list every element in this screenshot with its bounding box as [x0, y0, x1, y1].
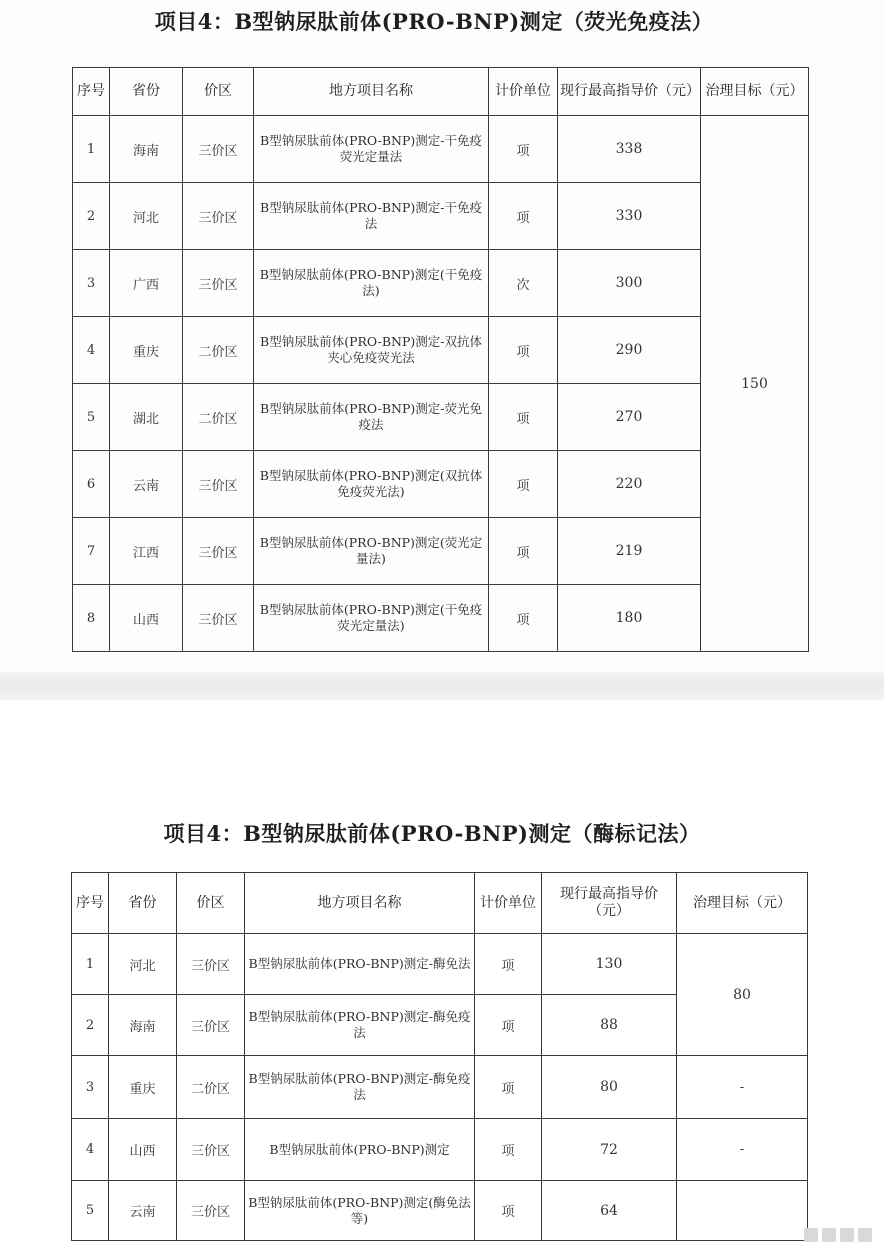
row-unit: 项 [489, 384, 558, 451]
header-zone: 价区 [177, 873, 245, 934]
row-unit: 项 [475, 1056, 542, 1119]
row-zone: 三价区 [183, 250, 254, 317]
row-province: 河北 [109, 934, 177, 995]
row-item-name: B型钠尿肽前体(PRO-BNP)测定(荧光定量法) [254, 518, 489, 585]
row-item-name: B型钠尿肽前体(PRO-BNP)测定-酶免疫法 [245, 1056, 475, 1119]
table-title: 项目4：B型钠尿肽前体(PRO-BNP)测定（荧光免疫法） [154, 9, 714, 34]
row-index: 1 [72, 934, 109, 995]
row-item-name: B型钠尿肽前体(PRO-BNP)测定(干免疫法) [254, 250, 489, 317]
row-item-name: B型钠尿肽前体(PRO-BNP)测定(双抗体免疫荧光法) [254, 451, 489, 518]
table-header-row [73, 68, 809, 116]
table-row [72, 1056, 808, 1119]
row-zone: 三价区 [183, 585, 254, 652]
row-unit: 项 [475, 1119, 542, 1181]
row-index: 2 [73, 183, 110, 250]
header-unit: 计价单位 [489, 68, 558, 116]
table-row [73, 183, 809, 250]
row-zone: 三价区 [183, 116, 254, 183]
table-row [73, 384, 809, 451]
row-province: 云南 [110, 451, 183, 518]
table-row [72, 1119, 808, 1181]
row-target [677, 1181, 808, 1241]
row-unit: 项 [489, 451, 558, 518]
row-unit: 项 [475, 934, 542, 995]
corner-mark-icon [804, 1228, 818, 1242]
row-zone: 二价区 [177, 1056, 245, 1119]
target-value: 150 [701, 116, 809, 652]
price-table-enzyme [71, 872, 808, 1241]
row-index: 3 [73, 250, 110, 317]
table-row [72, 934, 808, 995]
row-index: 8 [73, 585, 110, 652]
row-price: 72 [542, 1119, 677, 1181]
corner-mark-icon [840, 1228, 854, 1242]
header-target: 治理目标（元） [677, 873, 808, 934]
row-unit: 项 [489, 518, 558, 585]
row-price: 219 [558, 518, 701, 585]
row-price: 88 [542, 995, 677, 1056]
header-item-name: 地方项目名称 [254, 68, 489, 116]
row-province: 海南 [109, 995, 177, 1056]
row-zone: 三价区 [177, 934, 245, 995]
row-price: 338 [558, 116, 701, 183]
table-row [73, 116, 809, 183]
header-province: 省份 [109, 873, 177, 934]
row-province: 广西 [110, 250, 183, 317]
row-province: 云南 [109, 1181, 177, 1241]
row-item-name: B型钠尿肽前体(PRO-BNP)测定-酶免疫法 [245, 995, 475, 1056]
row-item-name: B型钠尿肽前体(PRO-BNP)测定 [245, 1119, 475, 1181]
table-header-row [72, 873, 808, 934]
price-table-fluorescence [72, 67, 809, 652]
table-row [73, 518, 809, 585]
row-index: 6 [73, 451, 110, 518]
row-target: - [677, 1119, 808, 1181]
row-item-name: B型钠尿肽前体(PRO-BNP)测定-酶免法 [245, 934, 475, 995]
row-zone: 三价区 [183, 518, 254, 585]
corner-mark-icon [858, 1228, 872, 1242]
row-price: 130 [542, 934, 677, 995]
page-corner-marks [804, 1228, 872, 1242]
row-item-name: B型钠尿肽前体(PRO-BNP)测定(酶免法等) [245, 1181, 475, 1241]
row-price: 270 [558, 384, 701, 451]
header-index: 序号 [72, 873, 109, 934]
document-page-2 [0, 700, 884, 1252]
row-index: 4 [73, 317, 110, 384]
row-target: - [677, 1056, 808, 1119]
row-province: 湖北 [110, 384, 183, 451]
row-province: 重庆 [110, 317, 183, 384]
row-index: 1 [73, 116, 110, 183]
table-row [73, 451, 809, 518]
row-province: 江西 [110, 518, 183, 585]
row-index: 7 [73, 518, 110, 585]
row-province: 河北 [110, 183, 183, 250]
row-zone: 二价区 [183, 384, 254, 451]
row-province: 山西 [110, 585, 183, 652]
table-row [73, 250, 809, 317]
table-row [73, 585, 809, 652]
row-unit: 次 [489, 250, 558, 317]
row-price: 300 [558, 250, 701, 317]
header-province: 省份 [110, 68, 183, 116]
row-zone: 三价区 [183, 451, 254, 518]
row-unit: 项 [489, 317, 558, 384]
target-value: 80 [677, 934, 808, 1056]
header-zone: 价区 [183, 68, 254, 116]
row-price: 80 [542, 1056, 677, 1119]
row-zone: 三价区 [177, 1181, 245, 1241]
row-price: 64 [542, 1181, 677, 1241]
row-unit: 项 [475, 995, 542, 1056]
table-row [72, 1181, 808, 1241]
row-index: 3 [72, 1056, 109, 1119]
row-zone: 二价区 [183, 317, 254, 384]
row-price: 290 [558, 317, 701, 384]
row-zone: 三价区 [177, 995, 245, 1056]
table-row [73, 317, 809, 384]
row-unit: 项 [475, 1181, 542, 1241]
header-index: 序号 [73, 68, 110, 116]
row-index: 4 [72, 1119, 109, 1181]
row-index: 5 [73, 384, 110, 451]
row-province: 山西 [109, 1119, 177, 1181]
row-item-name: B型钠尿肽前体(PRO-BNP)测定-双抗体夹心免疫荧光法 [254, 317, 489, 384]
row-price: 220 [558, 451, 701, 518]
header-price: 现行最高指导价（元） [558, 68, 701, 116]
row-item-name: B型钠尿肽前体(PRO-BNP)测定-干免疫法 [254, 183, 489, 250]
page-separator [0, 672, 884, 700]
row-unit: 项 [489, 183, 558, 250]
row-item-name: B型钠尿肽前体(PRO-BNP)测定(干免疫荧光定量法) [254, 585, 489, 652]
row-province: 海南 [110, 116, 183, 183]
corner-mark-icon [822, 1228, 836, 1242]
header-unit: 计价单位 [475, 873, 542, 934]
row-price: 180 [558, 585, 701, 652]
header-price: 现行最高指导价（元） [542, 873, 677, 934]
row-index: 5 [72, 1181, 109, 1241]
row-zone: 三价区 [177, 1119, 245, 1181]
row-province: 重庆 [109, 1056, 177, 1119]
row-item-name: B型钠尿肽前体(PRO-BNP)测定-干免疫荧光定量法 [254, 116, 489, 183]
row-unit: 项 [489, 585, 558, 652]
header-target: 治理目标（元） [701, 68, 809, 116]
table-title: 项目4：B型钠尿肽前体(PRO-BNP)测定（酶标记法） [163, 821, 701, 846]
row-zone: 三价区 [183, 183, 254, 250]
row-index: 2 [72, 995, 109, 1056]
row-price: 330 [558, 183, 701, 250]
row-item-name: B型钠尿肽前体(PRO-BNP)测定-荧光免疫法 [254, 384, 489, 451]
header-item-name: 地方项目名称 [245, 873, 475, 934]
row-unit: 项 [489, 116, 558, 183]
